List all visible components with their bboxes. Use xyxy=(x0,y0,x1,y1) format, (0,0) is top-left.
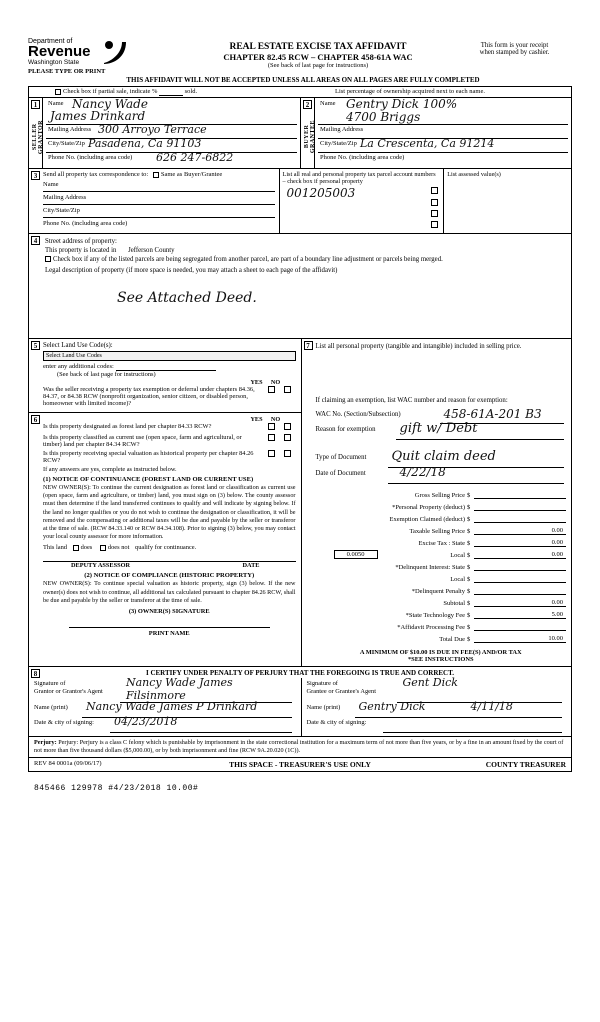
buyer-name-value: Gentry Dick 100% xyxy=(346,99,458,111)
corr-name-field[interactable] xyxy=(43,179,275,192)
seller-mailing-field[interactable] xyxy=(46,125,297,139)
excise-state-label: Excise Tax : State xyxy=(418,540,465,547)
taxable-selling-price-value: 0.00 xyxy=(474,527,566,535)
grantor-signature-value: Nancy Wade James Filsinmore xyxy=(126,676,233,702)
document-header xyxy=(28,38,572,84)
money-row-delinq-state[interactable] xyxy=(316,559,567,571)
section-6 xyxy=(29,413,301,640)
affidavit-warning: THIS AFFIDAVIT WILL NOT BE ACCEPTED UNLESS ALL AREAS ON ALL PAGES ARE FULLY COMPLETED xyxy=(126,76,480,84)
wac-label: WAC No. (Section/Subsection) xyxy=(315,411,401,418)
additional-codes-row[interactable] xyxy=(43,363,296,371)
state-technology-fee-value: 5.00 xyxy=(474,611,566,619)
money-row-delinq-penalty[interactable] xyxy=(316,583,567,595)
section-5 xyxy=(29,339,301,413)
section-6-number: 6 xyxy=(31,415,40,424)
corr-citystatezip-field[interactable] xyxy=(43,205,275,218)
form-footer xyxy=(29,758,571,771)
partial-sale-checkbox[interactable] xyxy=(55,89,61,95)
s6-q1-no-checkbox[interactable] xyxy=(284,423,291,430)
receipt-line-1: This form is your receipt xyxy=(480,42,549,49)
title-note: (See back of last page for instructions) xyxy=(267,62,369,69)
document-page xyxy=(0,38,600,1022)
seller-citystatezip-value: Pasadena, Ca 91103 xyxy=(88,139,202,150)
processing-fee-dollar: $ xyxy=(467,624,471,631)
excise-local-dollar: $ xyxy=(467,552,471,559)
sold-label: sold. xyxy=(184,88,198,95)
money-rows xyxy=(316,487,567,643)
seller-block xyxy=(29,98,300,168)
legal-description-area[interactable] xyxy=(45,276,565,334)
section-2-number: 2 xyxy=(303,100,312,109)
this-land-label: This land xyxy=(43,544,67,552)
segregated-row[interactable] xyxy=(45,256,565,263)
rev-number: REV 84 0001a (09/06/17) xyxy=(34,760,102,767)
grantee-sign-date-value: 4/11/18 xyxy=(470,700,513,713)
seller-mailing-value: 300 Arroyo Terrace xyxy=(98,125,207,136)
parcel-value-1: 001205003 xyxy=(286,185,356,200)
doc-type-value: Quit claim deed xyxy=(391,449,496,464)
subtotal-dollar: $ xyxy=(467,600,471,607)
seller-name-value-2: James Drinkard xyxy=(50,109,146,123)
does-not-label: does not xyxy=(107,544,130,552)
buyer-phone-label: Phone No. (including area code) xyxy=(320,154,405,161)
money-row-total[interactable] xyxy=(316,631,567,643)
revenue-line: Revenue xyxy=(28,43,91,60)
dor-logo xyxy=(28,38,158,66)
s6-question-1 xyxy=(43,423,296,432)
money-row-excise-local[interactable] xyxy=(316,547,567,559)
affidavit-form xyxy=(28,86,572,772)
corr-name-label: Name xyxy=(43,181,59,188)
street-address-label: Street address of property: xyxy=(45,238,117,245)
local-rate-box: 0.0050 xyxy=(334,550,378,559)
parcel-personal-checkbox-2[interactable] xyxy=(431,199,438,206)
see-back-note: (See back of last page for instructions) xyxy=(57,371,156,378)
delinquent-penalty-label: *Delinquent Penalty xyxy=(411,588,465,595)
parcel-personal-checkbox-1[interactable] xyxy=(431,187,438,194)
buyer-mailing-field[interactable] xyxy=(318,125,568,139)
s5-no-label: NO xyxy=(270,379,281,386)
assessed-col xyxy=(443,169,571,233)
buyer-name-value-2: 4700 Briggs xyxy=(346,110,421,124)
section-4 xyxy=(29,234,571,339)
buyer-citystatezip-field[interactable] xyxy=(318,139,568,153)
receipt-line-2: when stamped by cashier. xyxy=(479,49,550,56)
parcel-heading: List all real and personal property tax parcel account numbers – check box if personal property xyxy=(282,171,436,186)
state-technology-fee-label: *State Technology Fee xyxy=(405,612,465,619)
delinquent-penalty-value xyxy=(474,594,566,595)
s5-no-checkbox[interactable] xyxy=(284,386,291,393)
affidavit-processing-fee-value xyxy=(474,630,566,631)
delinquent-interest-state-label: *Delinquent Interest: State xyxy=(395,564,465,571)
additional-codes-label: enter any additional codes: xyxy=(43,363,114,370)
personal-property-area[interactable] xyxy=(316,351,567,395)
section-7-number: 7 xyxy=(304,341,313,350)
excise-local-value: 0.00 xyxy=(474,551,566,559)
legal-description-label: Legal description of property (if more space is needed, you may attach a sheet to each page of the affidavit) xyxy=(45,267,338,274)
corr-mailing-label: Mailing Address xyxy=(43,194,87,201)
assessed-value-3[interactable] xyxy=(447,201,568,212)
grantee-date-row[interactable] xyxy=(307,719,567,734)
owners-signature-line[interactable] xyxy=(69,617,270,628)
section-3-number: 3 xyxy=(31,171,40,180)
doc-type-label: Type of Document xyxy=(315,454,367,461)
money-row-processing-fee[interactable] xyxy=(316,619,567,631)
corr-phone-label: Phone No. (including area code) xyxy=(43,220,128,227)
legal-description-value: See Attached Deed. xyxy=(117,290,257,306)
seller-name-field[interactable] xyxy=(46,99,297,125)
grantor-date-value: 04/23/2018 xyxy=(114,715,178,728)
buyer-mailing-label: Mailing Address xyxy=(320,126,364,133)
s6-q2-text: Is this property classified as current use (open space, farm and agricultural, or timber) land per chapter 84.34 RCW? xyxy=(43,434,242,448)
correspondence-col xyxy=(29,169,279,233)
delinq-penalty-dollar: $ xyxy=(467,588,471,595)
seller-mailing-label: Mailing Address xyxy=(48,126,92,133)
seller-phone-label: Phone No. (including area code) xyxy=(48,154,133,161)
excise-state-value: 0.00 xyxy=(474,539,566,547)
ownership-pct-note: List percentage of ownership acquired next to each name. xyxy=(335,88,485,95)
notice-1-title: (1) NOTICE OF CONTINUANCE (FOREST LAND OR CURRENT USE) xyxy=(43,476,254,483)
personal-dollar: $ xyxy=(467,504,471,511)
delinquent-interest-local-value xyxy=(474,582,566,583)
deputy-assessor-label: DEPUTY ASSESSOR xyxy=(71,562,131,570)
gross-selling-price-value xyxy=(474,498,566,499)
notice-2-title: (2) NOTICE OF COMPLIANCE (HISTORIC PROPERTY) xyxy=(84,572,255,580)
seller-citystatezip-label: City/State/Zip xyxy=(48,140,85,147)
signature-block xyxy=(29,678,571,736)
grantee-date-label: Date & city of signing: xyxy=(306,719,367,726)
located-in-value: Jefferson County xyxy=(128,247,175,254)
grantee-name-value: Gentry Dick xyxy=(358,700,426,713)
money-row-excise-state[interactable] xyxy=(316,535,567,547)
grantor-name-label: Name (print) xyxy=(34,704,68,711)
delinq-local-dollar: $ xyxy=(467,576,471,583)
gross-selling-price-label: Gross Selling Price xyxy=(414,492,465,499)
affidavit-processing-fee-label: *Affidavit Processing Fee xyxy=(397,624,465,631)
money-row-tech-fee[interactable] xyxy=(316,607,567,619)
county-treasurer-label: COUNTY TREASURER xyxy=(485,760,566,769)
reason-value: gift w/ Debt xyxy=(399,421,478,436)
notice-2-body: NEW OWNER(S): To continue special valuation as historic property, sign (3) below. If the new owner(s) does not wish to continue, all additional tax calculated pursuant to chapter 84.26 RCW, shall be due and payable by the seller or transferor at the time of sale. xyxy=(43,580,296,604)
taxable-selling-price-label: Taxable Selling Price xyxy=(409,528,465,535)
subtotal-label: Subtotal xyxy=(443,600,465,607)
section-3 xyxy=(29,169,571,234)
buyer-phone-field[interactable] xyxy=(318,153,568,167)
personal-property-deduct-label: *Personal Property (deduct) xyxy=(392,504,465,511)
section-8-number: 8 xyxy=(31,669,40,678)
s6-q1-text: Is this property designated as forest land per chapter 84.33 RCW? xyxy=(43,423,212,430)
total-due-label: Total Due xyxy=(439,636,465,643)
section-1-number: 1 xyxy=(31,100,40,109)
wac-value: 458-61A-201 B3 xyxy=(443,407,542,421)
partial-sale-label: Check box if partial sale, indicate % xyxy=(63,88,158,95)
parcel-personal-checkbox-4[interactable] xyxy=(431,221,438,228)
receipt-note xyxy=(457,42,572,56)
seller-side-label: SELLER GRANTOR xyxy=(32,120,44,155)
s6-question-2 xyxy=(43,434,296,448)
segregated-label: Check box if any of the listed parcels are being segregated from another parcel, are part of a boundary line adjustment or parcels being merged. xyxy=(53,256,443,263)
correspondence-heading: Send all property tax correspondence to: xyxy=(43,171,149,178)
swoosh-icon xyxy=(102,39,128,65)
money-row-delinq-local[interactable] xyxy=(316,571,567,583)
section-7 xyxy=(301,339,572,666)
doc-date-label: Date of Document xyxy=(315,470,366,477)
qualify-label: qualify for continuance. xyxy=(135,544,197,552)
subtotal-value: 0.00 xyxy=(474,599,566,607)
assessed-value-2[interactable] xyxy=(447,190,568,201)
seller-phone-field[interactable] xyxy=(46,153,297,167)
continuance-row xyxy=(43,544,296,551)
seller-buyer-block xyxy=(29,98,571,169)
s6-q1-yes-checkbox[interactable] xyxy=(268,423,275,430)
state-line: Washington State xyxy=(28,59,80,66)
type-or-print-label: PLEASE TYPE OR PRINT xyxy=(28,68,106,75)
section-4-number: 4 xyxy=(31,236,40,245)
personal-property-deduct-value xyxy=(474,510,566,511)
s6-q2-yes-checkbox[interactable] xyxy=(268,434,275,441)
s6-q3-text: Is this property receiving special valuation as historical property per chapter 84.26 RCW? xyxy=(43,450,254,464)
personal-property-heading: List all personal property (tangible and intangible) included in selling price. xyxy=(315,343,522,350)
money-row-gross[interactable] xyxy=(316,487,567,499)
corr-citystatezip-label: City/State/Zip xyxy=(43,207,80,214)
seller-name-label: Name xyxy=(48,100,64,107)
located-in-label: This property is located in xyxy=(45,247,117,254)
grantor-date-row[interactable] xyxy=(34,715,296,734)
delinquent-interest-local-label: Local xyxy=(450,576,465,583)
does-qualify-checkbox[interactable] xyxy=(73,545,79,551)
buyer-name-label: Name xyxy=(320,100,336,107)
title-subtitle: CHAPTER 82.45 RCW – CHAPTER 458-61A WAC xyxy=(223,52,413,62)
print-name-label: PRINT NAME xyxy=(148,630,190,638)
money-row-taxable[interactable] xyxy=(316,523,567,535)
grantee-name-label: Name (print) xyxy=(306,704,341,711)
perjury-text: Perjury: Perjury is a class C felony which is punishable by imprisonment in the state correctional institution for a maximum term of not more than five years, or by a fine in an amount fixed by the court of not more than five thousand dollars ($5,000.00), or by both imprisonment and fine (RCW 9A.20.020 (1C)). xyxy=(34,739,564,754)
s5-question-row xyxy=(43,386,296,407)
doc-date-value: 4/22/18 xyxy=(399,465,446,479)
buyer-citystatezip-label: City/State/Zip xyxy=(320,140,357,147)
sections-5-6-7 xyxy=(29,339,571,667)
grantor-signature-row[interactable]: Signature of Grantor or Grantor's Agent Nancy Wade James Filsinmore xyxy=(34,680,296,700)
treasurer-stamp: 845466 129978 #4/23/2018 10.00# xyxy=(34,784,199,793)
s6-question-3 xyxy=(43,450,296,464)
s5-question-text: Was the seller receiving a property tax exemption or deferral under chapters 84.36, 84.37, or 84.38 RCW (nonprofit organization, senior citizen, or disabled person, homeowner with limited income)? xyxy=(43,386,255,407)
s6-instruction: If any answers are yes, complete as instructed below. xyxy=(43,466,177,473)
total-due-value: 10.00 xyxy=(474,635,566,643)
land-use-select[interactable]: Select Land Use Codes xyxy=(43,351,296,361)
does-not-qualify-checkbox[interactable] xyxy=(100,545,106,551)
money-row-personal[interactable] xyxy=(316,499,567,511)
assessor-signature-line[interactable] xyxy=(43,551,296,562)
delinq-state-dollar: $ xyxy=(467,564,471,571)
s6-yes-label: YES xyxy=(250,416,263,423)
dept-line: Department of xyxy=(28,38,73,45)
page-title: REAL ESTATE EXCISE TAX AFFIDAVIT xyxy=(229,42,407,52)
buyer-citystatezip-value: La Crescenta, Ca 91214 xyxy=(360,139,495,150)
treasurer-space-label: THIS SPACE - TREASURER'S USE ONLY xyxy=(229,760,371,769)
grantee-signature-col xyxy=(301,678,572,736)
partial-sale-row xyxy=(29,87,571,98)
buyer-block xyxy=(300,98,571,168)
s5-yes-label: YES xyxy=(250,379,263,386)
exemption-intro: If claiming an exemption, list WAC number and reason for exemption: xyxy=(315,397,508,404)
seller-phone-value: 626 247-6822 xyxy=(156,153,234,164)
assessed-value-1[interactable] xyxy=(447,178,568,190)
delinquent-interest-state-value xyxy=(474,570,566,571)
section-5-number: 5 xyxy=(31,341,40,350)
grantee-signature-row[interactable]: Signature of Grantee or Grantee's Agent Gent Dick xyxy=(307,680,567,700)
grantor-signature-col xyxy=(29,678,301,736)
assessor-labels-row xyxy=(43,562,296,569)
s6-no-label: NO xyxy=(270,416,281,423)
land-use-heading: Select Land Use Code(s): xyxy=(43,342,113,349)
located-in-row[interactable] xyxy=(45,247,565,254)
grantee-name-row[interactable] xyxy=(306,700,567,719)
assessed-value-4[interactable] xyxy=(447,212,568,223)
total-dollar: $ xyxy=(467,636,471,643)
perjury-note: Perjury: Perjury: Perjury is a class C felony which is punishable by imprisonment in the state correctional institution for a maximum term of not more than five years, or by a fine in an amount fixed by the court of not more than five thousand dollars ($5,000.00), or by both imprisonment and fine (RCW 9A.20.020 (1C)). xyxy=(29,737,571,758)
same-as-buyer-checkbox[interactable] xyxy=(153,172,159,178)
corr-phone-field[interactable] xyxy=(43,218,275,231)
assessor-date-label: DATE xyxy=(242,562,260,570)
parcel-personal-checkbox-3[interactable] xyxy=(431,210,438,217)
street-address-row[interactable] xyxy=(45,238,565,245)
section-8 xyxy=(29,667,571,737)
seller-name-value: Nancy Wade xyxy=(72,99,148,111)
does-label: does xyxy=(80,544,93,552)
money-row-subtotal[interactable] xyxy=(316,595,567,607)
exemption-claimed-label: Exemption Claimed (deduct) xyxy=(389,516,465,523)
assessed-heading: List assessed value(s) xyxy=(447,171,501,178)
minimum-due-note: A MINIMUM OF $10.00 IS DUE IN FEE(S) AND/OR TAX xyxy=(359,649,522,656)
exemption-claimed-value xyxy=(474,522,566,523)
exemption-dollar: $ xyxy=(467,516,471,523)
money-row-exemption[interactable] xyxy=(316,511,567,523)
excise-state-dollar: $ xyxy=(467,540,471,547)
reason-row[interactable] xyxy=(315,421,567,441)
parcel-col xyxy=(279,169,444,233)
segregated-checkbox[interactable] xyxy=(45,256,51,262)
s6-q3-no-checkbox[interactable] xyxy=(284,450,291,457)
gross-dollar: $ xyxy=(467,492,471,499)
excise-local-label: Local xyxy=(450,552,465,559)
buyer-side-label: BUYER GRANTEE xyxy=(304,120,316,154)
s6-q2-no-checkbox[interactable] xyxy=(284,434,291,441)
tech-fee-dollar: $ xyxy=(467,612,471,619)
grantor-date-label: Date & city of signing: xyxy=(34,719,94,726)
left-column xyxy=(29,339,301,666)
notice-1-body: NEW OWNER(S): To continue the current designation as forest land or classification as current use (open space, farm and agriculture, or timber) land, you must sign on (3) below. The county assessor must then determine if the land transferred continues to qualify and will indicate by signing below. If the land no longer qualifies or you do not wish to continue the designation or classification, it will be removed and the compensating or additional taxes will be due and payable by the seller or transferor at the time of sale. (RCW 84.33.140 or RCW 84.34.108). Prior to signing (3) below, you may contact your local county assessor for more information. xyxy=(43,484,296,541)
buyer-name-field[interactable] xyxy=(318,99,568,125)
same-as-buyer-label: Same as Buyer/Grantee xyxy=(160,171,223,178)
s6-q3-yes-checkbox[interactable] xyxy=(268,450,275,457)
see-instructions-note: *SEE INSTRUCTIONS xyxy=(407,656,474,663)
doc-date-row[interactable] xyxy=(315,465,567,485)
title-block xyxy=(168,42,468,69)
taxable-dollar: $ xyxy=(467,528,471,535)
corr-mailing-field[interactable] xyxy=(43,192,275,205)
reason-label: Reason for exemption xyxy=(315,426,376,433)
grantee-signature-value: Gent Dick xyxy=(402,676,458,689)
grantor-name-value: Nancy Wade James P Drinkard xyxy=(86,700,258,713)
seller-citystatezip-field[interactable] xyxy=(46,139,297,153)
certify-heading: I CERTIFY UNDER PENALTY OF PERJURY THAT THE FOREGOING IS TRUE AND CORRECT. xyxy=(145,669,454,677)
s5-yes-checkbox[interactable] xyxy=(268,386,275,393)
owners-signature-label: (3) OWNER(S) SIGNATURE xyxy=(128,608,210,616)
